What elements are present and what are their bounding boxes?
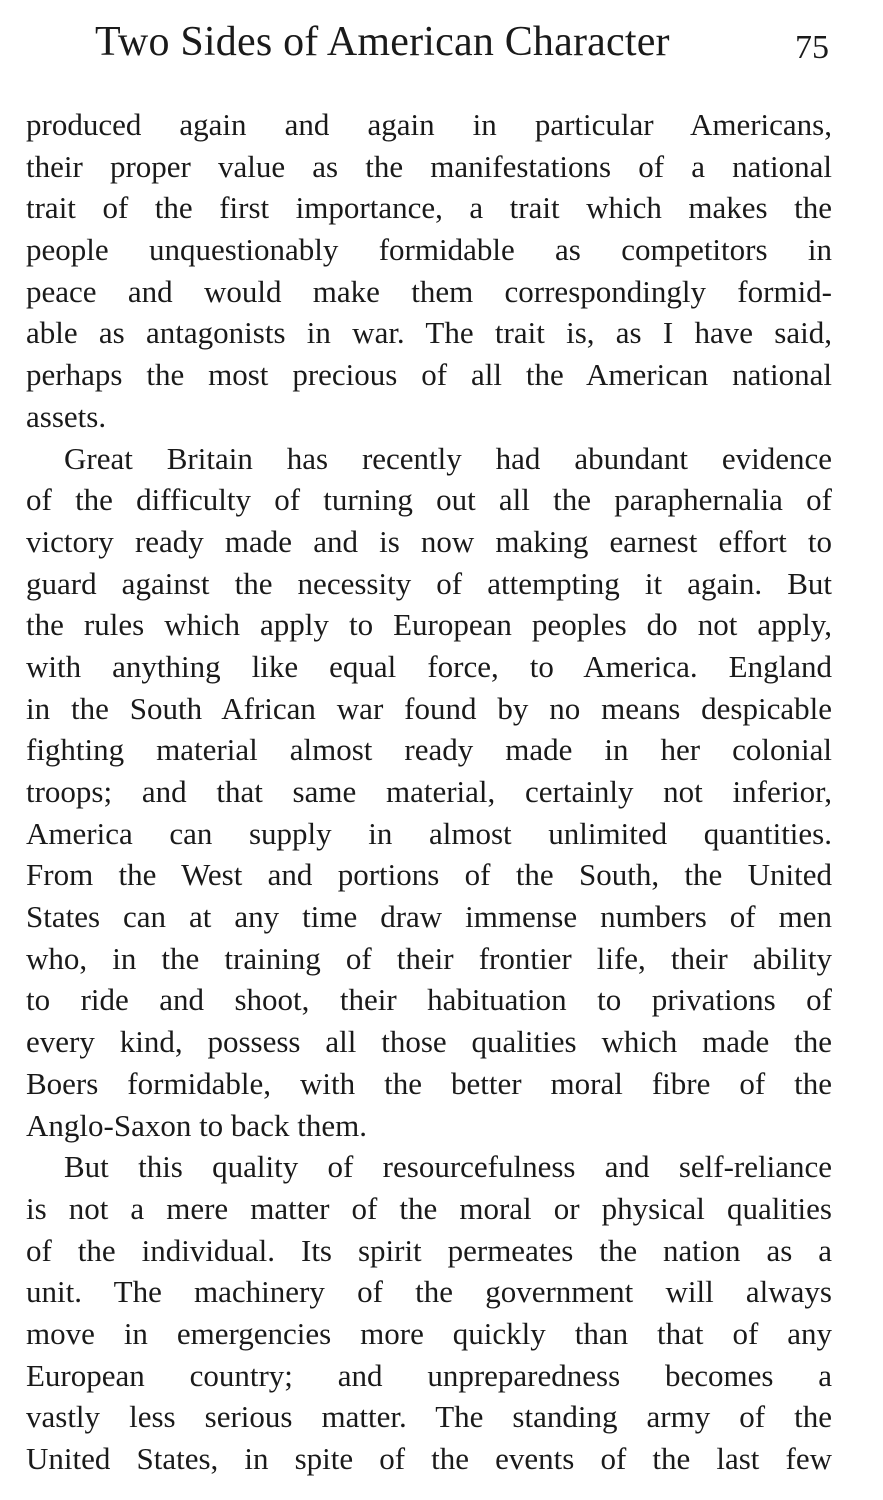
page-header [0,14,883,74]
text-line: America can supply in almost unlimited quantities. [26,815,832,851]
text-line: peace and would make them correspondingly formid- [26,273,832,309]
text-line: trait of the first importance, a trait which makes the [26,190,832,226]
text-line: Boers formidable, with the better moral fibre of the [26,1065,832,1101]
text-line: produced again and again in particular Americans, [26,107,832,142]
text-line: guard against the necessity of attempting it again. But [26,565,832,601]
text-line: unit. The machinery of the government will always [26,1274,832,1310]
text-line: people unquestionably formidable as competitors in [26,232,832,268]
text-line: victory ready made and is now making earnest effort to [26,523,832,559]
running-head: Two Sides of American Character [95,19,670,65]
text-line: European country; and unpreparedness becomes a [26,1357,832,1393]
paragraph-first-line: But this quality of resourcefulness and self-reliance [64,1149,832,1185]
text-line: their proper value as the manifestations of a national [26,148,832,184]
text-line: States can at any time draw immense numbers of men [26,899,832,935]
text-line: assets. [26,398,107,434]
text-line: Anglo-Saxon to back them. [26,1107,367,1143]
text-line: of the individual. Its spirit permeates the nation as a [26,1232,832,1268]
text-line: is not a mere matter of the moral or physical qualities [26,1190,832,1226]
text-line: perhaps the most precious of all the American national [26,357,832,393]
body-text [26,104,832,1480]
text-line: United States, in spite of the events of the last few [26,1441,832,1476]
text-line: to ride and shoot, their habituation to privations of [26,982,832,1018]
text-line: who, in the training of their frontier life, their ability [26,940,832,976]
text-line: with anything like equal force, to America. England [26,648,832,684]
text-line: in the South African war found by no means despicable [26,690,832,726]
text-line: fighting material almost ready made in her colonial [26,732,832,768]
text-line: of the difficulty of turning out all the paraphernalia of [26,482,832,518]
text-line: the rules which apply to European peoples do not apply, [26,607,832,643]
text-line: vastly less serious matter. The standing army of the [26,1399,832,1435]
text-line: troops; and that same material, certainly not inferior, [26,774,832,809]
text-line: able as antagonists in war. The trait is, as I have said, [26,315,832,351]
paragraph-first-line: Great Britain has recently had abundant evidence [64,440,832,476]
page-number: 75 [795,29,829,66]
text-line: From the West and portions of the South, the United [26,857,832,893]
text-line: move in emergencies more quickly than that of any [26,1315,832,1351]
text-line: every kind, possess all those qualities which made the [26,1024,832,1060]
